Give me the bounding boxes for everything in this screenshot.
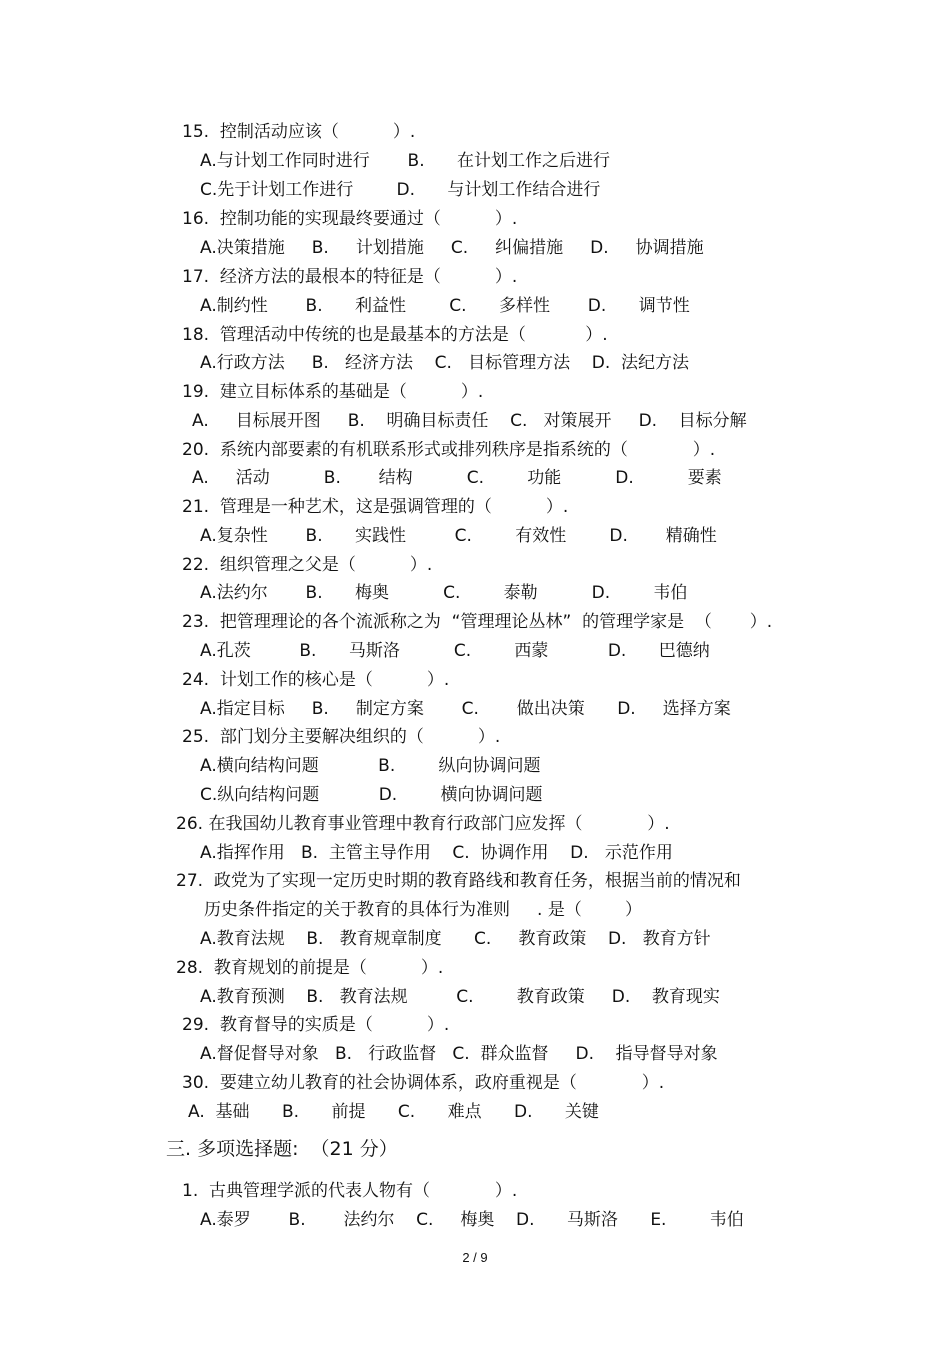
question-20-options: A. 活动 B. 结构 C. 功能 D. 要素 [192,468,722,488]
question-24: 24. 计划工作的核心是（ ）. [182,670,450,690]
question-26-options: A.指挥作用 B. 主管主导作用 C. 协调作用 D. 示范作用 [200,843,673,863]
question-23-options: A.孔茨 B. 马斯洛 C. 西蒙 D. 巴德纳 [200,641,710,661]
question-22: 22. 组织管理之父是（ ）. [182,555,433,575]
question-27-continued: 历史条件指定的关于教育的具体行为准则 . 是（ ） [204,900,643,920]
question-18: 18. 管理活动中传统的也是最基本的方法是（ ）. [182,325,608,345]
question-28: 28. 教育规划的前提是（ ）. [176,958,444,978]
question-27-options: A.教育法规 B. 教育规章制度 C. 教育政策 D. 教育方针 [200,929,711,949]
question-18-options: A.行政方法 B. 经济方法 C. 目标管理方法 D. 法纪方法 [200,353,690,373]
question-21-options: A.复杂性 B. 实践性 C. 有效性 D. 精确性 [200,526,717,546]
question-27: 27. 政党为了实现一定历史时期的教育路线和教育任务，根据当前的情况和 [176,871,741,891]
question-15-options-cd: C.先于计划工作进行 D. 与计划工作结合进行 [200,180,601,200]
question-21: 21. 管理是一种艺术，这是强调管理的（ ）. [182,497,569,517]
question-25: 25. 部门划分主要解决组织的（ ）. [182,727,501,747]
question-15: 15. 控制活动应该（ ）. [182,122,416,142]
question-17: 17. 经济方法的最根本的特征是（ ）. [182,267,518,287]
question-26: 26. 在我国幼儿教育事业管理中教育行政部门应发挥（ ）. [176,814,670,834]
question-24-options: A.指定目标 B. 制定方案 C. 做出决策 D. 选择方案 [200,699,731,719]
question-16-options: A.决策措施 B. 计划措施 C. 纠偏措施 D. 协调措施 [200,238,704,258]
question-28-options: A.教育预测 B. 教育法规 C. 教育政策 D. 教育现实 [200,987,720,1007]
question-29-options: A.督促督导对象 B. 行政监督 C. 群众监督 D. 指导督导对象 [200,1044,718,1064]
question-29: 29. 教育督导的实质是（ ）. [182,1015,450,1035]
question-16: 16. 控制功能的实现最终要通过（ ）. [182,209,518,229]
question-15-options-ab: A.与计划工作同时进行 B. 在计划工作之后进行 [200,151,611,171]
question-25-options-ab: A.横向结构问题 B. 纵向协调问题 [200,756,541,776]
question-22-options: A.法约尔 B. 梅奥 C. 泰勒 D. 韦伯 [200,583,688,603]
question-25-options-cd: C.纵向结构问题 D. 横向协调问题 [200,785,543,805]
question-30-options: A. 基础 B. 前提 C. 难点 D. 关键 [188,1102,599,1122]
section-heading: 三. 多项选择题: （21 分） [166,1138,398,1160]
question-23: 23. 把管理理论的各个流派称之为 “管理理论丛林” 的管理学家是 （ ）. [182,612,773,632]
page-number: 2 / 9 [462,1250,488,1265]
question-30: 30. 要建立幼儿教育的社会协调体系，政府重视是（ ）. [182,1073,665,1093]
multi-question-1: 1. 古典管理学派的代表人物有（ ）. [182,1181,518,1201]
question-19-options: A. 目标展开图 B. 明确目标责任 C. 对策展开 D. 目标分解 [192,411,747,431]
question-19: 19. 建立目标体系的基础是（ ）. [182,382,484,402]
question-17-options: A.制约性 B. 利益性 C. 多样性 D. 调节性 [200,296,690,316]
question-20: 20. 系统内部要素的有机联系形式或排列秩序是指系统的（ ）. [182,440,716,460]
multi-question-1-options: A.泰罗 B. 法约尔 C. 梅奥 D. 马斯洛 E. 韦伯 [200,1210,744,1230]
